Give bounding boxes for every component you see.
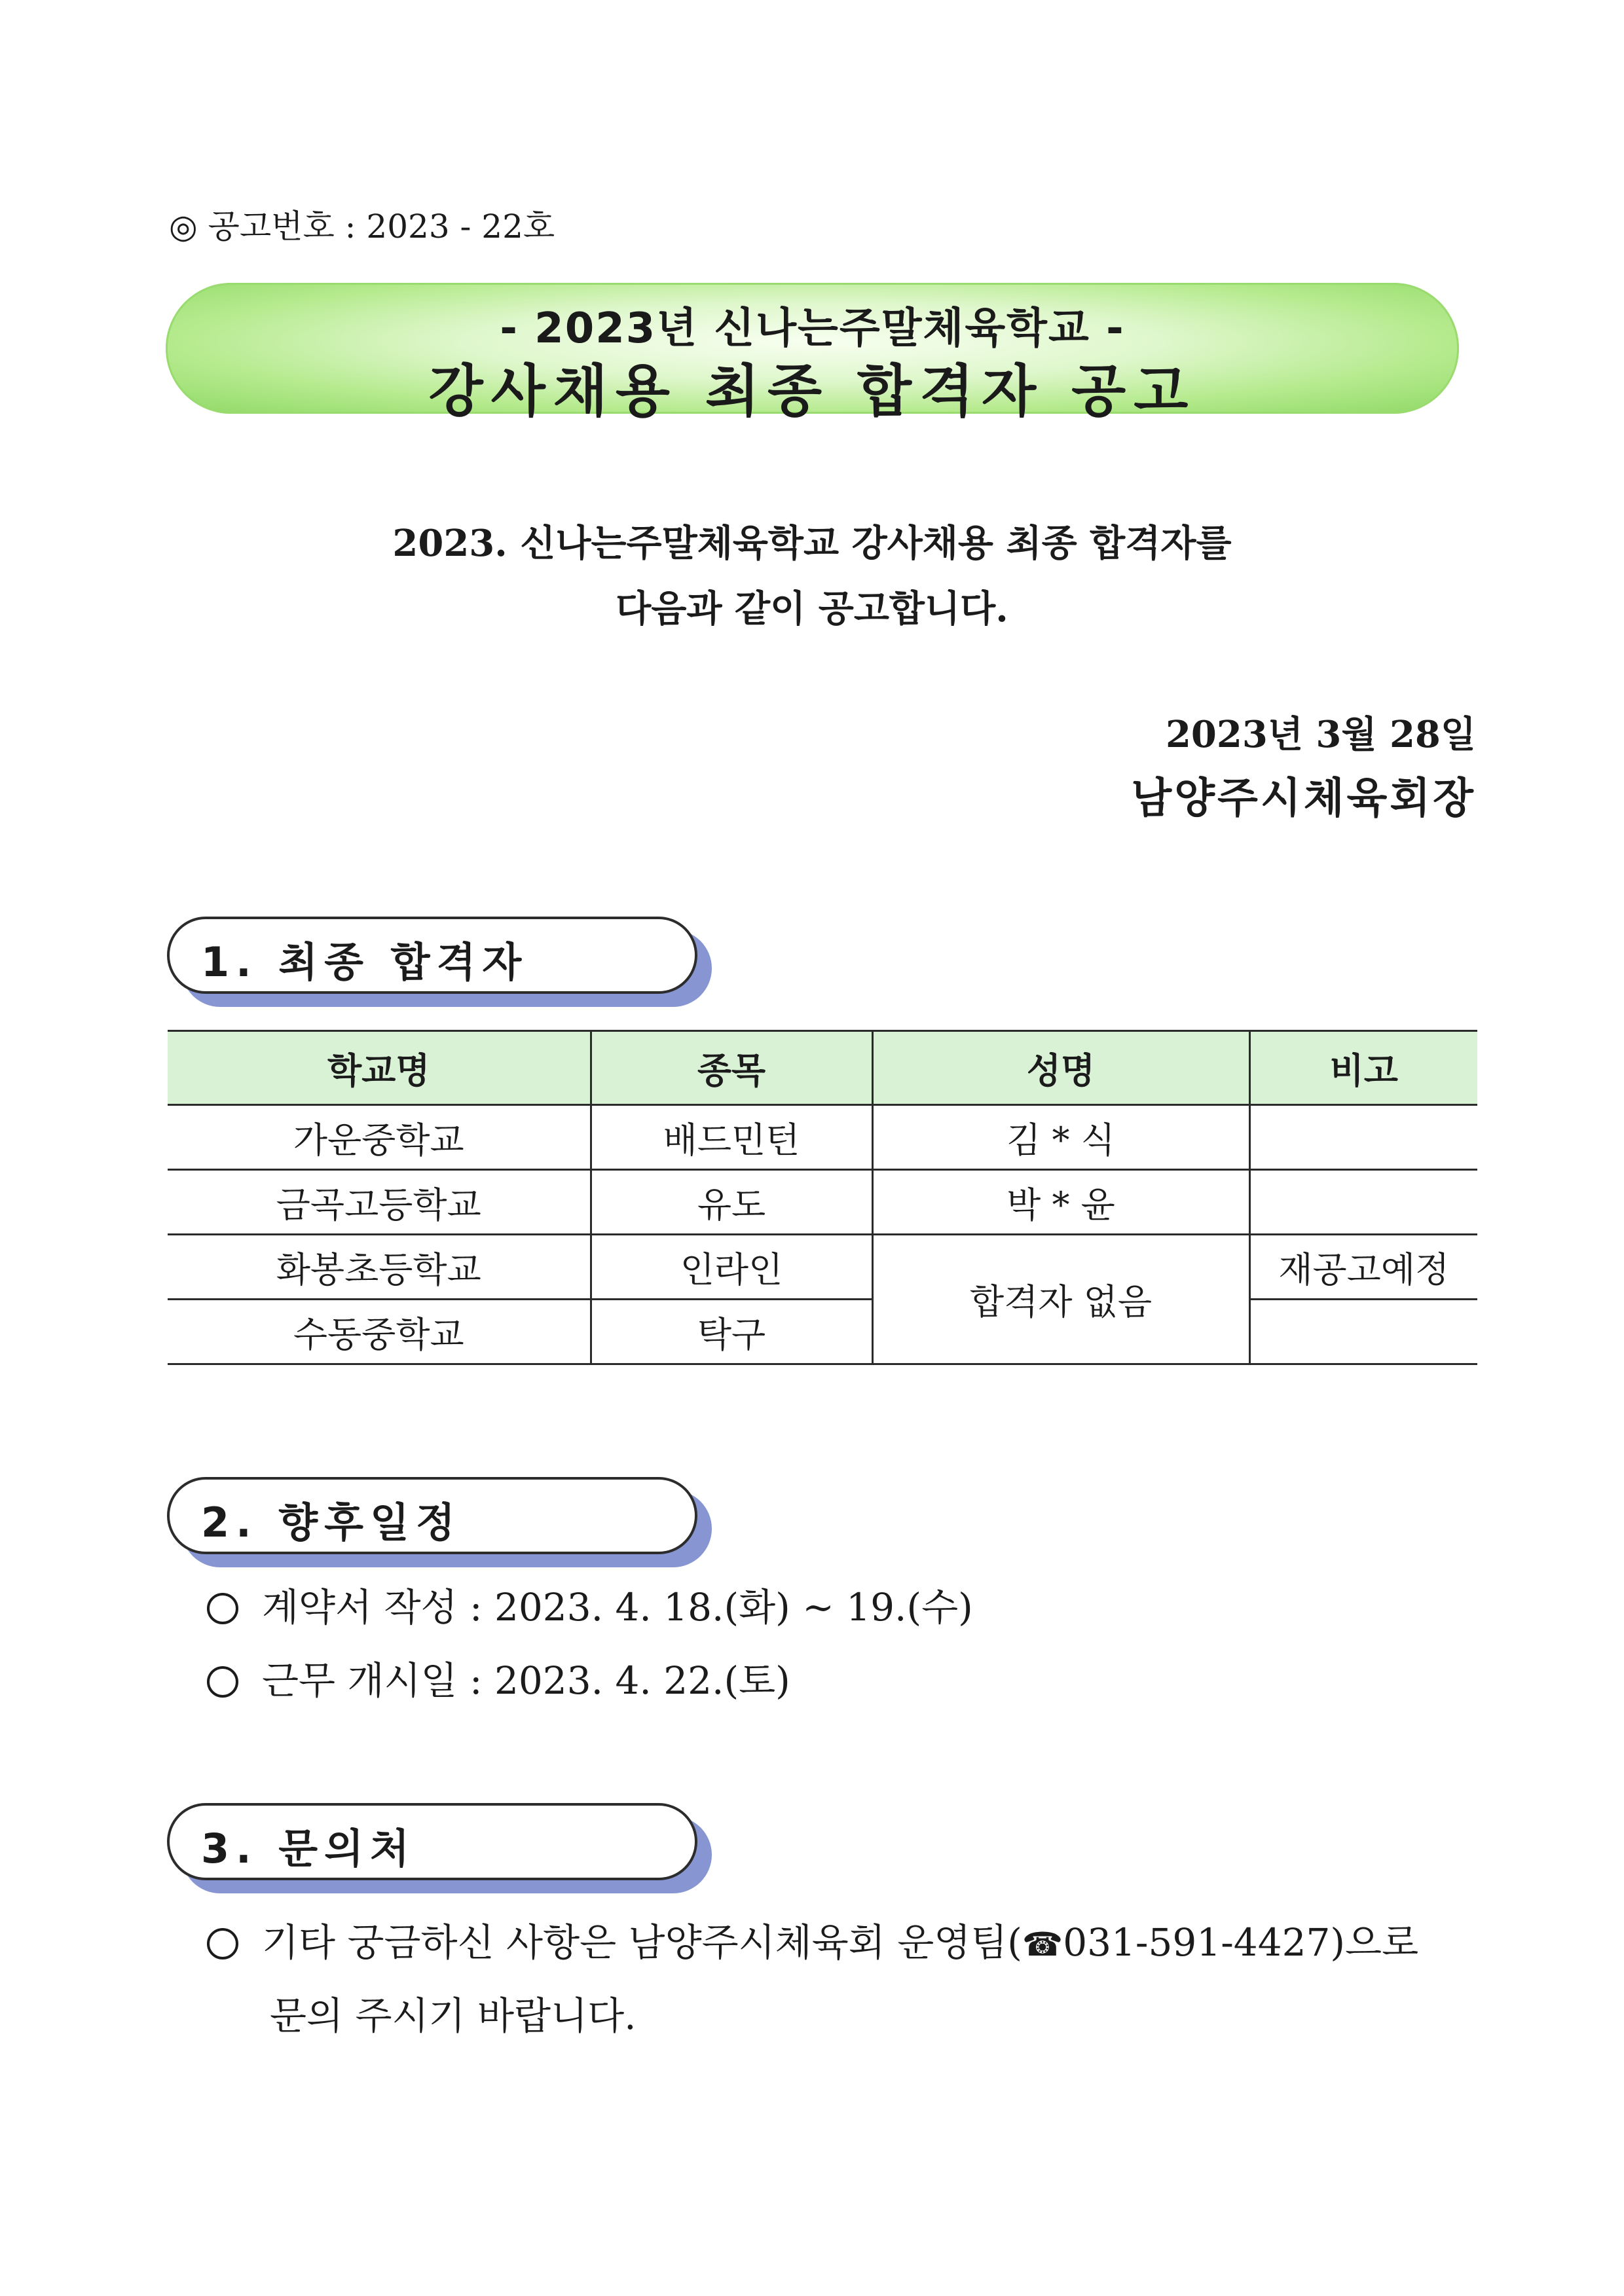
cell-note bbox=[1249, 1170, 1477, 1235]
cell-school: 가운중학교 bbox=[168, 1105, 591, 1170]
header-sport: 종목 bbox=[591, 1031, 872, 1105]
notice-number bbox=[169, 200, 555, 247]
cell-name: 박 * 윤 bbox=[872, 1170, 1249, 1235]
schedule-item bbox=[207, 1650, 790, 1705]
contact-phone: 031-591-4427 bbox=[1063, 1920, 1331, 1965]
banner-title: 강사채용 최종 합격자 공고 bbox=[428, 359, 1196, 424]
circle-bullet-icon bbox=[207, 1666, 238, 1698]
cell-note bbox=[1249, 1105, 1477, 1170]
cell-sport: 탁구 bbox=[591, 1300, 872, 1364]
intro-line-1: 2023. 신나는주말체육학교 강사채용 최종 합격자를 bbox=[392, 522, 1232, 565]
results-table bbox=[168, 1030, 1477, 1365]
notice-date: 2023년 3월 28일 bbox=[1165, 713, 1476, 756]
header-school: 학교명 bbox=[168, 1031, 591, 1105]
schedule-item-text: 계약서 작성 : 2023. 4. 18.(화) ~ 19.(수) bbox=[262, 1585, 973, 1630]
cell-school: 금곡고등학교 bbox=[168, 1170, 591, 1235]
section-2-title: 2. 향후일정 bbox=[201, 1499, 462, 1546]
cell-note: 재공고예정 bbox=[1249, 1235, 1477, 1300]
header-note: 비고 bbox=[1249, 1031, 1477, 1105]
contact-text-after: )으로 bbox=[1330, 1920, 1419, 1965]
notice-number-label: 공고번호 : 2023 - 22호 bbox=[208, 208, 555, 246]
table-row bbox=[168, 1170, 1477, 1235]
contact-line-2: 문의 주시기 바랍니다. bbox=[270, 1994, 637, 2038]
circle-bullet-icon bbox=[207, 1593, 238, 1624]
table-row bbox=[168, 1235, 1477, 1300]
table-header-row bbox=[168, 1031, 1477, 1105]
cell-name: 김 * 식 bbox=[872, 1105, 1249, 1170]
double-circle-icon: ◎ bbox=[169, 208, 198, 246]
intro-line-2: 다음과 같이 공고합니다. bbox=[616, 587, 1008, 630]
section-1-title: 1. 최종 합격자 bbox=[201, 938, 528, 986]
title-banner bbox=[166, 283, 1459, 424]
banner-subtitle: - 2023년 신나는주말체육학교 - bbox=[500, 304, 1125, 353]
schedule-item bbox=[207, 1576, 973, 1631]
cell-school: 수동중학교 bbox=[168, 1300, 591, 1364]
section-2-heading bbox=[167, 1477, 697, 1554]
section-3-heading bbox=[167, 1803, 697, 1880]
organization-name: 남양주시체육회장 bbox=[1131, 774, 1476, 823]
cell-name-merged: 합격자 없음 bbox=[872, 1235, 1249, 1364]
cell-sport: 유도 bbox=[591, 1170, 872, 1235]
cell-school: 화봉초등학교 bbox=[168, 1235, 591, 1300]
section-1-heading bbox=[167, 917, 697, 994]
contact-text-before: 기타 궁금하신 사항은 남양주시체육회 운영팀( bbox=[262, 1920, 1022, 1965]
table-row bbox=[168, 1105, 1477, 1170]
cell-note bbox=[1249, 1300, 1477, 1364]
header-name: 성명 bbox=[872, 1031, 1249, 1105]
section-3-title: 3. 문의처 bbox=[201, 1825, 416, 1872]
schedule-item-text: 근무 개시일 : 2023. 4. 22.(토) bbox=[262, 1658, 790, 1703]
circle-bullet-icon bbox=[207, 1928, 238, 1959]
contact-line-1 bbox=[207, 1912, 1418, 1967]
telephone-icon: ☎ bbox=[1022, 1925, 1063, 1963]
cell-sport: 배드민턴 bbox=[591, 1105, 872, 1170]
cell-sport: 인라인 bbox=[591, 1235, 872, 1300]
table-row bbox=[168, 1300, 1477, 1364]
intro-text bbox=[0, 511, 1624, 642]
